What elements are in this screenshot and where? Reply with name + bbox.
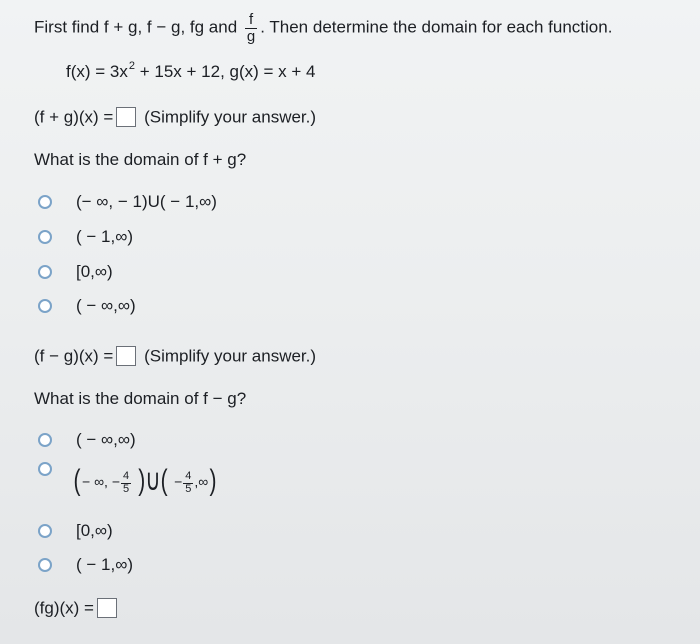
sum-answer-input[interactable]: [116, 107, 136, 127]
neg-sign: −: [174, 473, 183, 490]
option-label: ( − 1,∞): [76, 555, 133, 574]
radio-button[interactable]: [38, 524, 52, 538]
sum-answer-row: [34, 107, 316, 129]
fraction-denominator: g: [246, 27, 256, 45]
f-definition: f(x) = 3x: [66, 62, 128, 81]
difference-answer-row: [34, 346, 316, 368]
simplify-hint: (Simplify your answer.): [144, 107, 317, 127]
difference-domain-question: What is the domain of f − g?: [34, 389, 247, 408]
four-fifths-fraction: [121, 471, 131, 495]
fraction-denominator: 5: [123, 482, 130, 495]
option-label: ( − ∞,∞): [76, 430, 136, 449]
f-over-g-fraction: [245, 12, 257, 45]
four-fifths-fraction: [183, 471, 193, 495]
sum-label: (f + g)(x) =: [34, 107, 114, 127]
fraction-numerator: 4: [185, 469, 192, 482]
right-paren: ): [209, 464, 217, 497]
product-answer-row: [34, 598, 120, 620]
left-paren: (: [73, 464, 81, 497]
fraction-denominator: 5: [185, 482, 192, 495]
option-label: [0,∞): [76, 521, 113, 540]
radio-button[interactable]: [38, 230, 52, 244]
difference-answer-input[interactable]: [116, 346, 136, 366]
simplify-hint: (Simplify your answer.): [144, 346, 317, 366]
instructions-text-end: . Then determine the domain for each function.: [260, 17, 613, 37]
instructions: [34, 12, 612, 45]
option-label: ( − ∞,∞): [76, 296, 136, 315]
fraction-numerator: 4: [123, 469, 130, 482]
product-answer-input[interactable]: [97, 598, 117, 618]
option-label-fraction-interval: [72, 464, 218, 497]
union-parens: )∪(: [138, 464, 168, 497]
infinity: ,∞: [194, 473, 209, 490]
option-label: ( − 1,∞): [76, 227, 133, 246]
g-definition: + 15x + 12, g(x) = x + 4: [135, 62, 316, 81]
function-definitions: [66, 62, 316, 82]
radio-button[interactable]: [38, 265, 52, 279]
neg-inf: − ∞, −: [82, 473, 121, 490]
sum-domain-question: What is the domain of f + g?: [34, 150, 247, 169]
product-label: (fg)(x) =: [34, 598, 94, 618]
radio-button[interactable]: [38, 195, 52, 209]
fraction-numerator: f: [245, 12, 257, 29]
difference-label: (f − g)(x) =: [34, 346, 114, 366]
f-exponent: 2: [128, 60, 135, 72]
radio-button[interactable]: [38, 433, 52, 447]
radio-button[interactable]: [38, 558, 52, 572]
radio-button[interactable]: [38, 299, 52, 313]
option-label: [0,∞): [76, 262, 113, 281]
radio-button[interactable]: [38, 462, 52, 476]
option-label: (− ∞, − 1)U( − 1,∞): [76, 192, 217, 211]
instructions-text-start: First find f + g, f − g, fg and: [34, 17, 238, 37]
